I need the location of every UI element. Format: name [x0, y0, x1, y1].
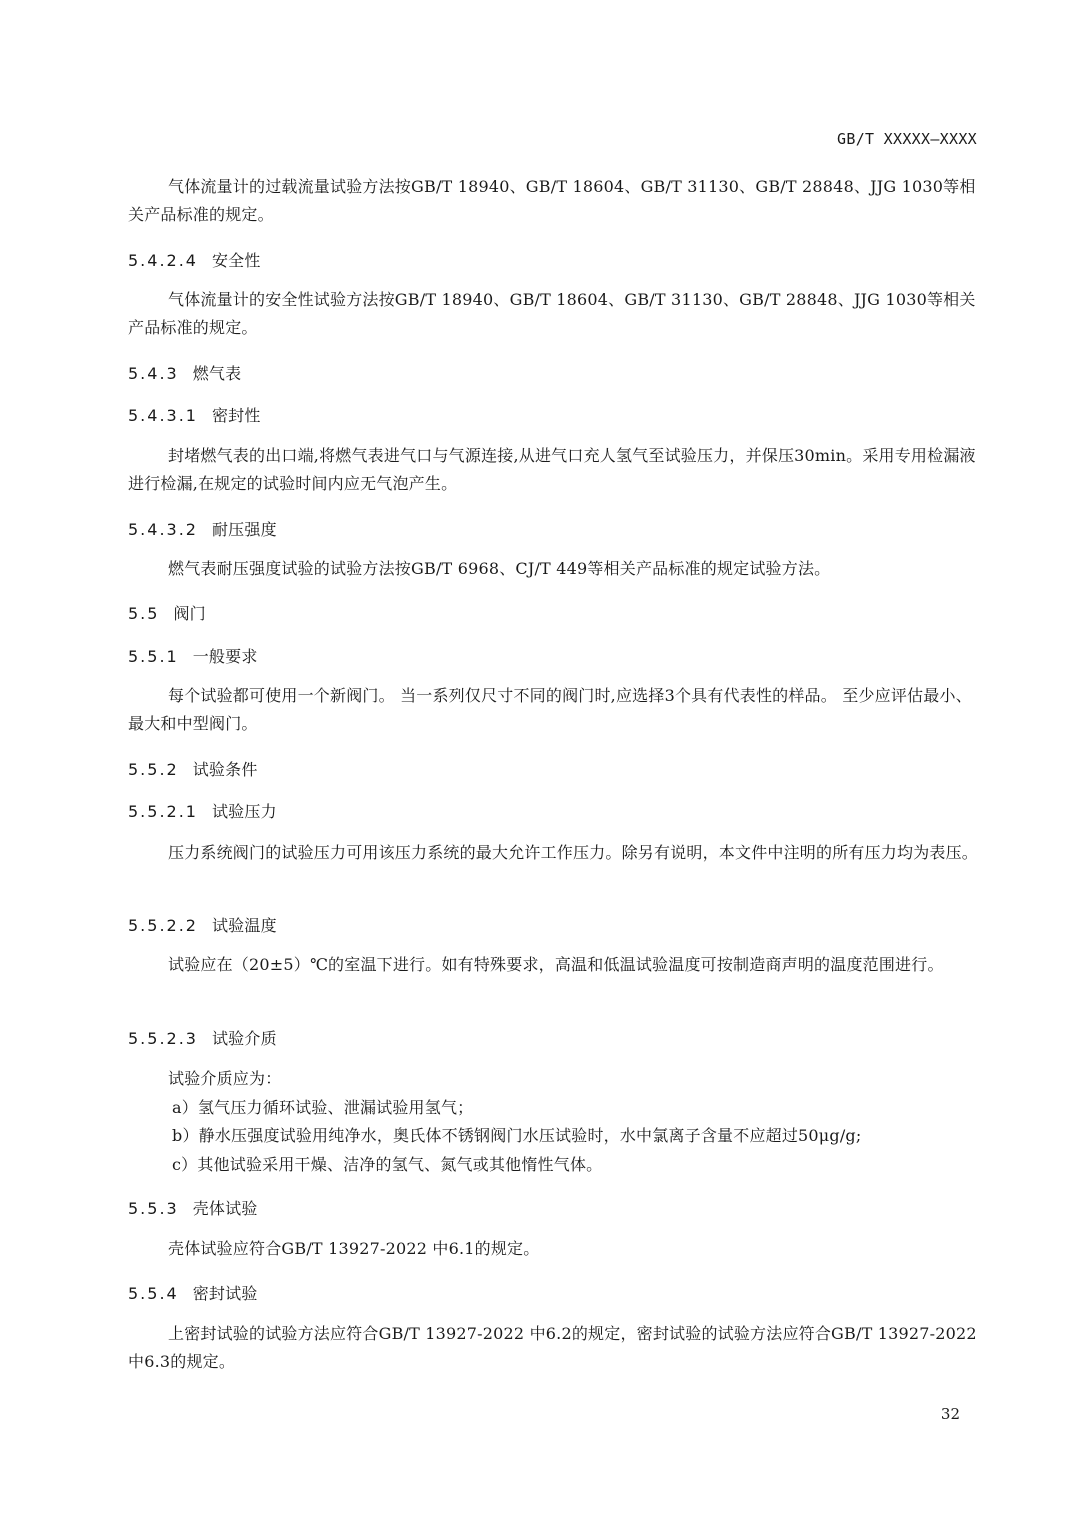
- heading-5-5-2-3: [128, 1026, 277, 1049]
- paragraph-shell-test: [128, 1235, 978, 1263]
- paragraph-text: 试验介质应为：: [168, 1069, 282, 1088]
- list-item-a: a）氢气压力循环试验、泄漏试验用氢气；: [172, 1098, 474, 1117]
- paragraph-text: 气体流量计的过载流量试验方法按GB/T 18940、GB/T 18604、GB/T 31130、GB/T 28848、JJG 1030等相关产品标准的规定。: [128, 177, 976, 224]
- paragraph-seal-test: [128, 1320, 978, 1376]
- section-number: 5.4.3.2: [128, 520, 198, 539]
- section-number: 5.5.1: [128, 647, 179, 666]
- section-title: 密封试验: [192, 1284, 258, 1303]
- section-number: 5.4.3.1: [128, 406, 198, 425]
- section-number: 5.4.2.4: [128, 251, 198, 270]
- section-title: 一般要求: [192, 647, 258, 666]
- heading-5-5: [128, 601, 206, 624]
- heading-5-5-2: [128, 757, 258, 780]
- paragraph-text: 封堵燃气表的出口端,将燃气表进气口与气源连接,从进气口充人氢气至试验压力，并保压30min。采用专用检漏液进行检漏,在规定的试验时间内应无气泡产生。: [128, 446, 976, 493]
- document-code-header: GB/T XXXXX—XXXX: [837, 130, 977, 148]
- paragraph-text: 试验应在（20±5）℃的室温下进行。如有特殊要求，高温和低温试验温度可按制造商声明的温度范围进行。: [168, 955, 944, 974]
- section-number: 5.5.2.2: [128, 916, 198, 935]
- heading-5-5-1: [128, 644, 258, 667]
- section-number: 5.5.2.1: [128, 802, 198, 821]
- heading-5-4-3-2: [128, 517, 277, 540]
- paragraph-text: 气体流量计的安全性试验方法按GB/T 18940、GB/T 18604、GB/T 31130、GB/T 28848、JJG 1030等相关产品标准的规定。: [128, 290, 976, 337]
- paragraph-sealing: [128, 442, 978, 498]
- section-number: 5.5.2.3: [128, 1029, 198, 1048]
- heading-5-4-3-1: [128, 403, 261, 426]
- heading-5-4-3: [128, 361, 241, 384]
- section-title: 阀门: [173, 604, 206, 623]
- section-title: 试验压力: [211, 802, 277, 821]
- paragraph-test-temperature: [128, 951, 978, 979]
- section-number: 5.5.2: [128, 760, 179, 779]
- paragraph-text: 上密封试验的试验方法应符合GB/T 13927-2022 中6.2的规定，密封试验的试验方法应符合GB/T 13927-2022 中6.3的规定。: [128, 1324, 977, 1371]
- section-number: 5.4.3: [128, 364, 179, 383]
- section-title: 壳体试验: [192, 1199, 258, 1218]
- heading-5-5-4: [128, 1281, 258, 1304]
- paragraph-text: 壳体试验应符合GB/T 13927-2022 中6.1的规定。: [168, 1239, 540, 1258]
- page-number: 32: [940, 1405, 960, 1423]
- heading-5-4-2-4: [128, 248, 261, 271]
- section-title: 试验介质: [211, 1029, 277, 1048]
- heading-5-5-2-2: [128, 913, 277, 936]
- section-title: 耐压强度: [211, 520, 277, 539]
- paragraph-safety: [128, 286, 978, 342]
- paragraph-test-pressure: [128, 839, 978, 867]
- section-title: 安全性: [211, 251, 261, 270]
- paragraph-text: 燃气表耐压强度试验的试验方法按GB/T 6968、CJ/T 449等相关产品标准的规定试验方法。: [168, 559, 831, 578]
- paragraph-medium-intro: [128, 1065, 978, 1093]
- paragraph-general-requirements: [128, 682, 978, 738]
- section-title: 试验条件: [192, 760, 258, 779]
- paragraph-pressure-strength: [128, 555, 978, 583]
- section-title: 密封性: [211, 406, 261, 425]
- paragraph-text: 每个试验都可使用一个新阀门。 当一系列仅尺寸不同的阀门时,应选择3个具有代表性的样品。 至少应评估最小、最大和中型阀门。: [128, 686, 972, 733]
- heading-5-5-2-1: [128, 799, 277, 822]
- section-number: 5.5: [128, 604, 160, 623]
- section-title: 燃气表: [192, 364, 242, 383]
- heading-5-5-3: [128, 1196, 258, 1219]
- section-number: 5.5.4: [128, 1284, 179, 1303]
- list-item-c: c）其他试验采用干燥、洁净的氢气、氮气或其他惰性气体。: [172, 1155, 603, 1174]
- section-title: 试验温度: [211, 916, 277, 935]
- list-item-b: b）静水压强度试验用纯净水，奥氏体不锈钢阀门水压试验时，水中氯离子含量不应超过50μg/g;: [172, 1126, 862, 1145]
- section-number: 5.5.3: [128, 1199, 179, 1218]
- paragraph-text: 压力系统阀门的试验压力可用该压力系统的最大允许工作压力。除另有说明，本文件中注明的所有压力均为表压。: [168, 843, 979, 862]
- paragraph-overload-flow: [128, 173, 978, 229]
